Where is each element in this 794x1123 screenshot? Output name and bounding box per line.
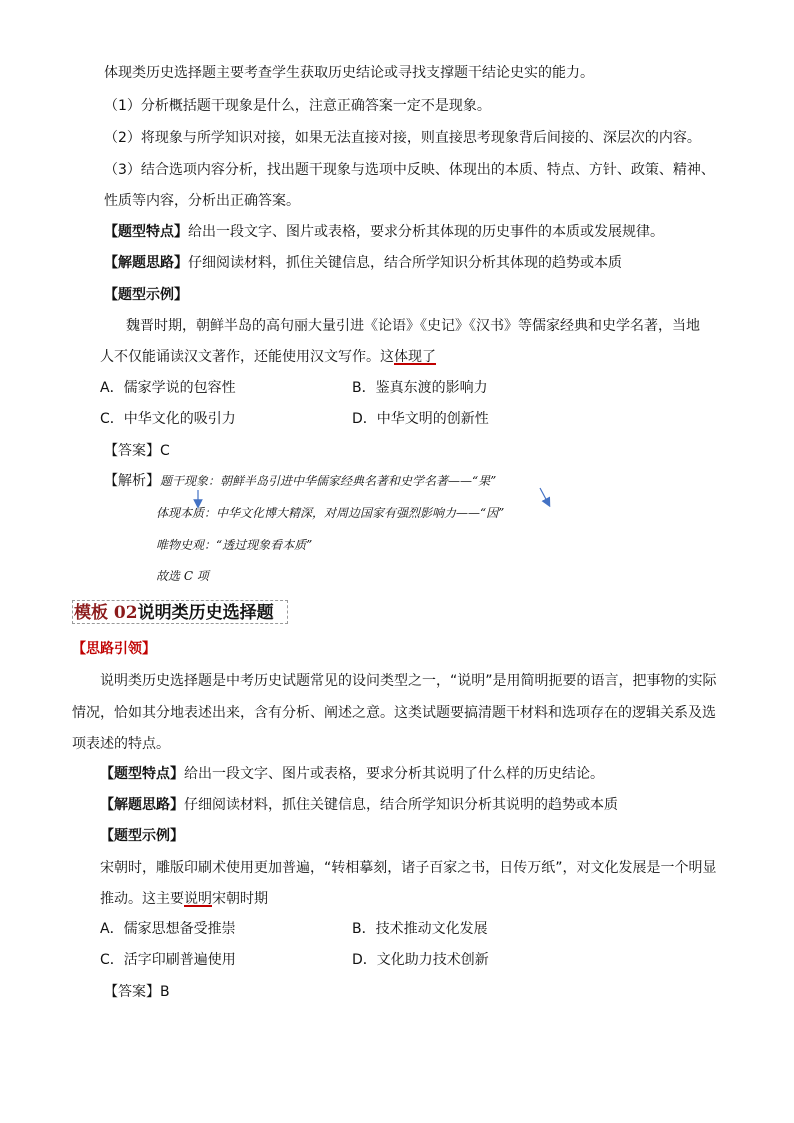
feature-label: 【题型特点】	[100, 766, 184, 782]
approach-label: 【解题思路】	[104, 255, 188, 271]
step-3-line-1: （3）结合选项内容分析，找出题干现象与选项中反映、体现出的本质、特点、方针、政策、精神、	[104, 162, 715, 178]
keyword-underlined: 体现了	[394, 349, 436, 365]
guide-line-1: 说明类历史选择题是中考历史试题常见的设问类型之一，“说明”是用简明扼要的语言，把事物的实际	[100, 673, 717, 689]
approach-text: 仔细阅读材料，抓住关键信息，结合所学知识分析其体现的趋势或本质	[188, 255, 622, 271]
feature-row-2	[100, 765, 604, 783]
option-a: A．儒家学说的包容性	[100, 380, 236, 396]
guide-label: 【思路引领】	[72, 641, 156, 657]
answer-1: 【答案】C	[104, 443, 170, 459]
answer-2: 【答案】B	[104, 984, 170, 1000]
feature-row-1	[104, 223, 664, 241]
keyword-underlined: 说明	[184, 891, 212, 907]
template-heading	[74, 603, 274, 624]
feature-label: 【题型特点】	[104, 224, 188, 240]
question-line-1: 魏晋时期，朝鲜半岛的高句丽大量引进《论语》《史记》《汉书》等儒家经典和史学名著，当地	[126, 318, 700, 334]
template-number: 模板 02	[74, 603, 138, 623]
approach-label: 【解题思路】	[100, 797, 184, 813]
option-d: D．文化助力技术创新	[352, 952, 489, 968]
analysis-row	[104, 472, 496, 490]
analysis-line-3: 唯物史观：“透过现象看本质”	[156, 538, 313, 552]
step-1: （1）分析概括题干现象是什么，注意正确答案一定不是现象。	[104, 98, 491, 114]
intro-text: 体现类历史选择题主要考查学生获取历史结论或寻找支撑题干结论史实的能力。	[104, 65, 594, 81]
option-c: C．活字印刷普遍使用	[100, 952, 236, 968]
step-2: （2）将现象与所学知识对接，如果无法直接对接，则直接思考现象背后间接的、深层次的内容。	[104, 130, 701, 146]
analysis-line-1: 题干现象：朝鲜半岛引进中华儒家经典名著和史学名著——“果”	[160, 474, 497, 488]
arrow-right	[540, 488, 548, 503]
step-3-line-2: 性质等内容，分析出正确答案。	[104, 193, 300, 209]
example-label: 【题型示例】	[100, 828, 184, 844]
question-line-2	[100, 348, 436, 366]
guide-line-3: 项表述的特点。	[72, 736, 170, 752]
analysis-label: 【解析】	[104, 473, 160, 489]
feature-text: 给出一段文字、图片或表格，要求分析其体现的历史事件的本质或发展规律。	[188, 224, 664, 240]
feature-text: 给出一段文字、图片或表格，要求分析其说明了什么样的历史结论。	[184, 766, 604, 782]
guide-line-2: 情况，恰如其分地表述出来，含有分析、阐述之意。这类试题要搞清题干材料和选项存在的逻辑关系及选	[72, 705, 716, 721]
analysis-line-4: 故选 C 项	[156, 569, 209, 583]
question-text-tail: 宋朝时期	[212, 891, 268, 907]
question-text: 人不仅能诵读汉文著作，还能使用汉文写作。这	[100, 349, 394, 365]
option-a: A．儒家思想备受推崇	[100, 921, 236, 937]
question-line-1: 宋朝时，雕版印刷术使用更加普遍，“转相摹刻，诸子百家之书，日传万纸”，对文化发展是一个明显	[100, 860, 717, 876]
approach-text: 仔细阅读材料，抓住关键信息，结合所学知识分析其说明的趋势或本质	[184, 797, 618, 813]
approach-row-2	[100, 796, 618, 814]
option-b: B．鉴真东渡的影响力	[352, 380, 488, 396]
analysis-line-2: 体现本质：中华文化博大精深，对周边国家有强烈影响力——“因”	[156, 506, 505, 520]
example-label: 【题型示例】	[104, 287, 188, 303]
option-b: B．技术推动文化发展	[352, 921, 488, 937]
template-title: 说明类历史选择题	[137, 603, 274, 623]
question-line-2	[100, 890, 268, 908]
option-c: C．中华文化的吸引力	[100, 411, 236, 427]
question-text: 推动。这主要	[100, 891, 184, 907]
option-d: D．中华文明的创新性	[352, 411, 489, 427]
approach-row-1	[104, 254, 622, 272]
